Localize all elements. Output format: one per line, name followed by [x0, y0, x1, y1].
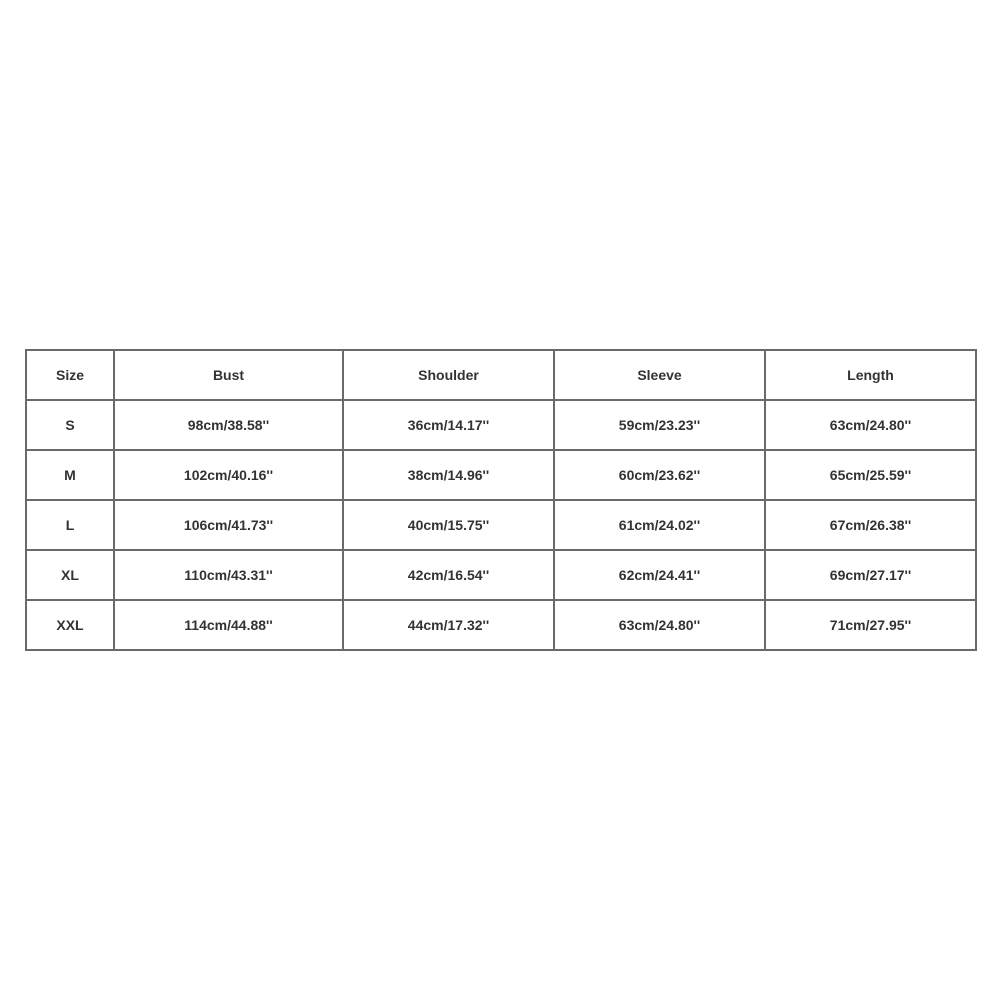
sleeve-cell: 62cm/24.41'' — [554, 550, 765, 600]
table-row — [26, 550, 976, 600]
shoulder-cell: 38cm/14.96'' — [343, 450, 554, 500]
size-chart-table — [25, 349, 977, 651]
bust-cell: 114cm/44.88'' — [114, 600, 343, 650]
shoulder-cell: 40cm/15.75'' — [343, 500, 554, 550]
length-cell: 69cm/27.17'' — [765, 550, 976, 600]
header-bust: Bust — [114, 350, 343, 400]
header-shoulder: Shoulder — [343, 350, 554, 400]
shoulder-cell: 42cm/16.54'' — [343, 550, 554, 600]
table-row — [26, 450, 976, 500]
table-row — [26, 600, 976, 650]
size-cell: S — [26, 400, 114, 450]
shoulder-cell: 36cm/14.17'' — [343, 400, 554, 450]
table-row — [26, 400, 976, 450]
length-cell: 63cm/24.80'' — [765, 400, 976, 450]
bust-cell: 98cm/38.58'' — [114, 400, 343, 450]
sleeve-cell: 61cm/24.02'' — [554, 500, 765, 550]
sleeve-cell: 63cm/24.80'' — [554, 600, 765, 650]
size-cell: XXL — [26, 600, 114, 650]
table-header-row — [26, 350, 976, 400]
length-cell: 65cm/25.59'' — [765, 450, 976, 500]
size-cell: XL — [26, 550, 114, 600]
size-cell: L — [26, 500, 114, 550]
bust-cell: 106cm/41.73'' — [114, 500, 343, 550]
bust-cell: 110cm/43.31'' — [114, 550, 343, 600]
header-size: Size — [26, 350, 114, 400]
length-cell: 67cm/26.38'' — [765, 500, 976, 550]
shoulder-cell: 44cm/17.32'' — [343, 600, 554, 650]
sleeve-cell: 59cm/23.23'' — [554, 400, 765, 450]
size-cell: M — [26, 450, 114, 500]
table-row — [26, 500, 976, 550]
header-length: Length — [765, 350, 976, 400]
sleeve-cell: 60cm/23.62'' — [554, 450, 765, 500]
bust-cell: 102cm/40.16'' — [114, 450, 343, 500]
length-cell: 71cm/27.95'' — [765, 600, 976, 650]
header-sleeve: Sleeve — [554, 350, 765, 400]
